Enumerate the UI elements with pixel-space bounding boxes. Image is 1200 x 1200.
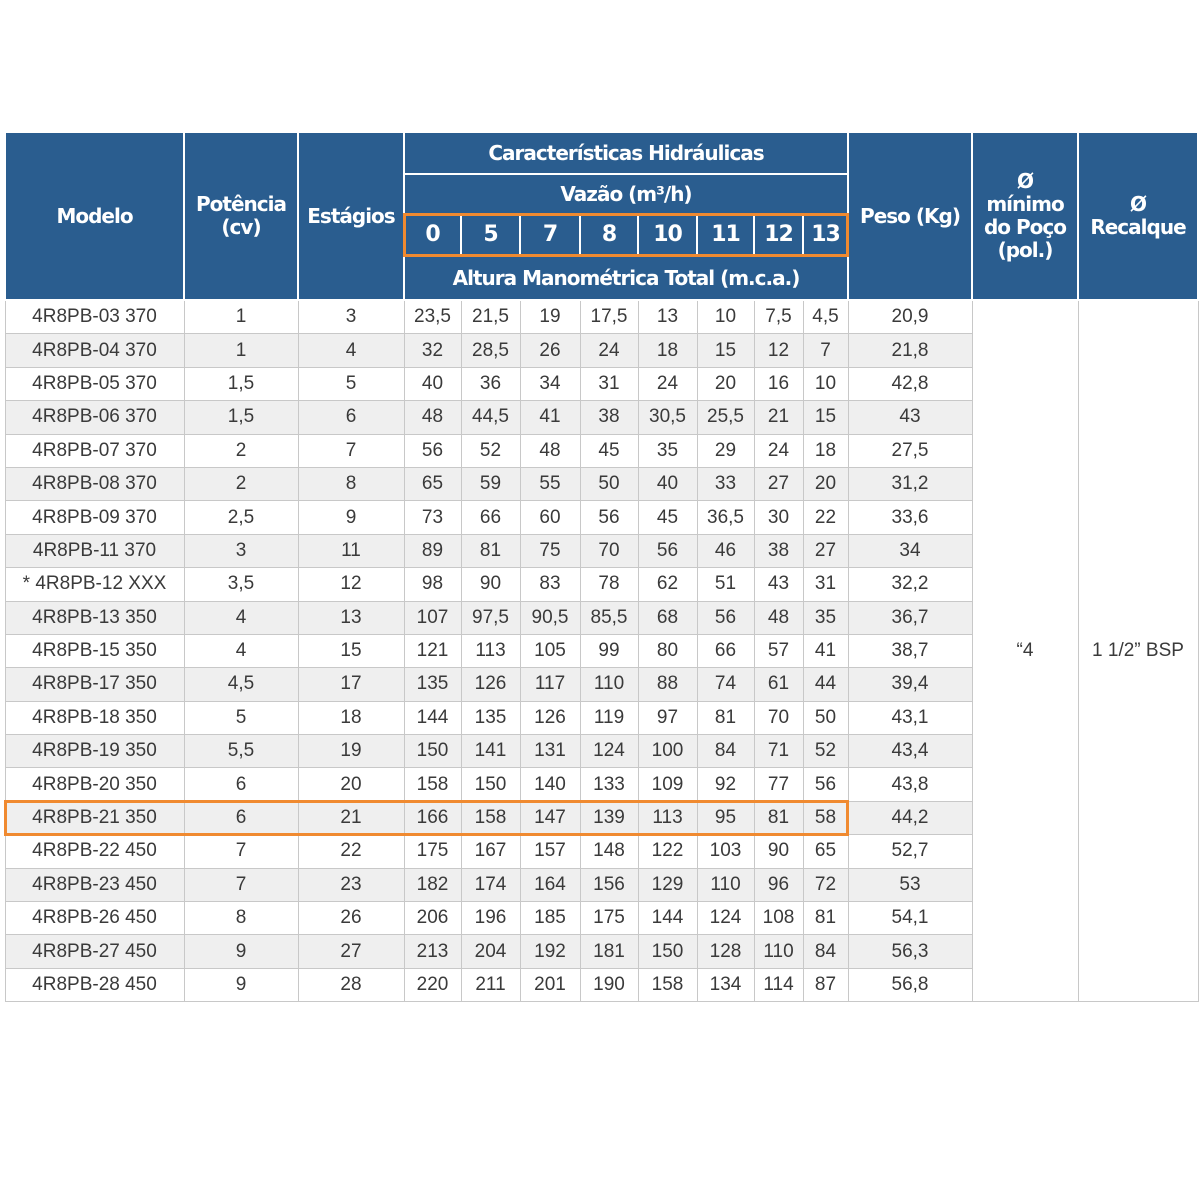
cell-altura: 48 (754, 601, 803, 634)
cell-altura: 26 (520, 334, 580, 367)
cell-altura: 33 (697, 467, 754, 500)
cell-altura: 56 (697, 601, 754, 634)
cell-altura: 29 (697, 434, 754, 467)
cell-peso: 34 (848, 534, 972, 567)
header-modelo: Modelo (5, 132, 184, 300)
cell-altura: 48 (520, 434, 580, 467)
cell-altura: 213 (404, 935, 461, 968)
cell-altura: 144 (638, 902, 697, 935)
cell-altura: 158 (461, 801, 520, 834)
flow-value: 5 (461, 214, 520, 256)
flow-value: 12 (754, 214, 803, 256)
cell-altura: 139 (580, 801, 638, 834)
cell-peso: 33,6 (848, 501, 972, 534)
cell-altura: 87 (803, 968, 848, 1001)
cell-altura: 190 (580, 968, 638, 1001)
cell-altura: 97 (638, 701, 697, 734)
cell-potencia: 9 (184, 968, 298, 1001)
cell-altura: 24 (754, 434, 803, 467)
cell-altura: 50 (580, 467, 638, 500)
flow-value: 7 (520, 214, 580, 256)
cell-altura: 21 (754, 401, 803, 434)
cell-altura: 90 (754, 835, 803, 868)
cell-altura: 211 (461, 968, 520, 1001)
cell-estagios: 9 (298, 501, 404, 534)
cell-modelo: 4R8PB-09 370 (5, 501, 184, 534)
cell-estagios: 3 (298, 300, 404, 334)
cell-altura: 72 (803, 868, 848, 901)
cell-altura: 113 (638, 801, 697, 834)
flow-value: 13 (803, 214, 848, 256)
cell-altura: 201 (520, 968, 580, 1001)
cell-modelo: 4R8PB-21 350 (5, 801, 184, 834)
cell-altura: 66 (461, 501, 520, 534)
cell-estagios: 28 (298, 968, 404, 1001)
table-body (5, 300, 1198, 1002)
cell-altura: 122 (638, 835, 697, 868)
cell-peso: 44,2 (848, 801, 972, 834)
cell-potencia: 6 (184, 768, 298, 801)
cell-potencia: 5 (184, 701, 298, 734)
cell-altura: 135 (461, 701, 520, 734)
cell-estagios: 6 (298, 401, 404, 434)
cell-estagios: 22 (298, 835, 404, 868)
cell-estagios: 19 (298, 735, 404, 768)
cell-altura: 192 (520, 935, 580, 968)
cell-altura: 107 (404, 601, 461, 634)
cell-altura: 31 (580, 367, 638, 400)
cell-altura: 129 (638, 868, 697, 901)
cell-altura: 24 (580, 334, 638, 367)
cell-altura: 41 (803, 634, 848, 667)
cell-estagios: 7 (298, 434, 404, 467)
cell-altura: 43 (754, 568, 803, 601)
cell-altura: 75 (520, 534, 580, 567)
cell-altura: 50 (803, 701, 848, 734)
cell-altura: 32 (404, 334, 461, 367)
cell-altura: 18 (803, 434, 848, 467)
cell-altura: 124 (697, 902, 754, 935)
cell-altura: 57 (754, 634, 803, 667)
cell-altura: 31 (803, 568, 848, 601)
cell-altura: 135 (404, 668, 461, 701)
cell-altura: 81 (754, 801, 803, 834)
cell-altura: 15 (697, 334, 754, 367)
cell-altura: 113 (461, 634, 520, 667)
cell-altura: 167 (461, 835, 520, 868)
table-row (5, 300, 1198, 334)
cell-altura: 92 (697, 768, 754, 801)
cell-peso: 43,4 (848, 735, 972, 768)
cell-altura: 99 (580, 634, 638, 667)
cell-altura: 30,5 (638, 401, 697, 434)
cell-estagios: 8 (298, 467, 404, 500)
cell-altura: 182 (404, 868, 461, 901)
cell-potencia: 8 (184, 902, 298, 935)
cell-altura: 56 (638, 534, 697, 567)
cell-altura: 21,5 (461, 300, 520, 334)
cell-peso: 43,8 (848, 768, 972, 801)
flow-value: 0 (404, 214, 461, 256)
cell-altura: 15 (803, 401, 848, 434)
cell-altura: 55 (520, 467, 580, 500)
cell-altura: 175 (580, 902, 638, 935)
cell-estagios: 15 (298, 634, 404, 667)
cell-altura: 164 (520, 868, 580, 901)
cell-altura: 4,5 (803, 300, 848, 334)
cell-altura: 166 (404, 801, 461, 834)
cell-potencia: 7 (184, 868, 298, 901)
cell-potencia: 3 (184, 534, 298, 567)
cell-altura: 46 (697, 534, 754, 567)
cell-altura: 175 (404, 835, 461, 868)
table-header (5, 132, 1198, 300)
cell-altura: 52 (803, 735, 848, 768)
header-estagios: Estágios (298, 132, 404, 300)
cell-potencia: 2 (184, 467, 298, 500)
cell-peso: 43,1 (848, 701, 972, 734)
cell-altura: 158 (638, 968, 697, 1001)
cell-altura: 23,5 (404, 300, 461, 334)
cell-altura: 148 (580, 835, 638, 868)
cell-potencia: 5,5 (184, 735, 298, 768)
cell-potencia: 4 (184, 634, 298, 667)
cell-potencia: 2,5 (184, 501, 298, 534)
cell-altura: 73 (404, 501, 461, 534)
cell-altura: 109 (638, 768, 697, 801)
cell-altura: 70 (754, 701, 803, 734)
cell-altura: 36,5 (697, 501, 754, 534)
cell-altura: 68 (638, 601, 697, 634)
cell-altura: 30 (754, 501, 803, 534)
cell-altura: 48 (404, 401, 461, 434)
cell-peso: 20,9 (848, 300, 972, 334)
cell-modelo: 4R8PB-03 370 (5, 300, 184, 334)
cell-altura: 126 (461, 668, 520, 701)
cell-altura: 110 (697, 868, 754, 901)
cell-estagios: 21 (298, 801, 404, 834)
cell-modelo: 4R8PB-18 350 (5, 701, 184, 734)
cell-altura: 81 (803, 902, 848, 935)
cell-altura: 121 (404, 634, 461, 667)
cell-altura: 56 (404, 434, 461, 467)
cell-altura: 206 (404, 902, 461, 935)
cell-altura: 59 (461, 467, 520, 500)
cell-altura: 51 (697, 568, 754, 601)
cell-altura: 100 (638, 735, 697, 768)
cell-altura: 114 (754, 968, 803, 1001)
cell-altura: 78 (580, 568, 638, 601)
cell-modelo: 4R8PB-27 450 (5, 935, 184, 968)
cell-altura: 12 (754, 334, 803, 367)
cell-altura: 128 (697, 935, 754, 968)
cell-altura: 124 (580, 735, 638, 768)
cell-altura: 38 (580, 401, 638, 434)
cell-altura: 96 (754, 868, 803, 901)
cell-altura: 45 (638, 501, 697, 534)
cell-altura: 13 (638, 300, 697, 334)
cell-potencia: 4 (184, 601, 298, 634)
cell-altura: 108 (754, 902, 803, 935)
cell-estagios: 13 (298, 601, 404, 634)
cell-altura: 110 (754, 935, 803, 968)
cell-recalque: 1 1/2” BSP (1078, 300, 1198, 1002)
cell-altura: 45 (580, 434, 638, 467)
cell-altura: 20 (697, 367, 754, 400)
pump-spec-table (4, 131, 1199, 1002)
cell-potencia: 9 (184, 935, 298, 968)
cell-modelo: 4R8PB-22 450 (5, 835, 184, 868)
cell-potencia: 1 (184, 300, 298, 334)
cell-altura: 17,5 (580, 300, 638, 334)
cell-peso: 32,2 (848, 568, 972, 601)
cell-peso: 31,2 (848, 467, 972, 500)
cell-altura: 83 (520, 568, 580, 601)
cell-altura: 89 (404, 534, 461, 567)
cell-altura: 44,5 (461, 401, 520, 434)
cell-altura: 141 (461, 735, 520, 768)
cell-altura: 56 (803, 768, 848, 801)
cell-altura: 40 (404, 367, 461, 400)
cell-altura: 61 (754, 668, 803, 701)
cell-altura: 77 (754, 768, 803, 801)
cell-modelo: 4R8PB-19 350 (5, 735, 184, 768)
cell-modelo: 4R8PB-13 350 (5, 601, 184, 634)
cell-altura: 66 (697, 634, 754, 667)
cell-altura: 7 (803, 334, 848, 367)
cell-altura: 110 (580, 668, 638, 701)
cell-altura: 158 (404, 768, 461, 801)
cell-altura: 10 (697, 300, 754, 334)
cell-altura: 119 (580, 701, 638, 734)
flow-value: 10 (638, 214, 697, 256)
flow-value: 8 (580, 214, 638, 256)
cell-modelo: 4R8PB-06 370 (5, 401, 184, 434)
cell-peso: 43 (848, 401, 972, 434)
cell-altura: 147 (520, 801, 580, 834)
cell-altura: 150 (461, 768, 520, 801)
cell-altura: 80 (638, 634, 697, 667)
cell-altura: 133 (580, 768, 638, 801)
cell-altura: 60 (520, 501, 580, 534)
cell-altura: 84 (697, 735, 754, 768)
cell-altura: 38 (754, 534, 803, 567)
header-recalque: Ø Recalque (1078, 132, 1198, 300)
cell-estagios: 26 (298, 902, 404, 935)
cell-altura: 131 (520, 735, 580, 768)
cell-altura: 88 (638, 668, 697, 701)
cell-altura: 71 (754, 735, 803, 768)
cell-potencia: 2 (184, 434, 298, 467)
cell-altura: 52 (461, 434, 520, 467)
cell-altura: 98 (404, 568, 461, 601)
cell-altura: 36 (461, 367, 520, 400)
cell-altura: 134 (697, 968, 754, 1001)
cell-peso: 38,7 (848, 634, 972, 667)
cell-estagios: 17 (298, 668, 404, 701)
cell-modelo: 4R8PB-07 370 (5, 434, 184, 467)
cell-altura: 58 (803, 801, 848, 834)
cell-altura: 204 (461, 935, 520, 968)
cell-altura: 81 (697, 701, 754, 734)
cell-potencia: 4,5 (184, 668, 298, 701)
header-caracteristicas: Características Hidráulicas (404, 132, 848, 174)
cell-altura: 7,5 (754, 300, 803, 334)
cell-estagios: 12 (298, 568, 404, 601)
cell-potencia: 1,5 (184, 367, 298, 400)
cell-peso: 42,8 (848, 367, 972, 400)
cell-modelo: 4R8PB-04 370 (5, 334, 184, 367)
header-diametro-poco: Ø mínimo do Poço (pol.) (972, 132, 1078, 300)
cell-altura: 90 (461, 568, 520, 601)
header-altura: Altura Manométrica Total (m.c.a.) (404, 256, 848, 300)
cell-altura: 95 (697, 801, 754, 834)
cell-altura: 35 (638, 434, 697, 467)
cell-altura: 150 (638, 935, 697, 968)
cell-altura: 40 (638, 467, 697, 500)
cell-altura: 150 (404, 735, 461, 768)
cell-altura: 181 (580, 935, 638, 968)
cell-estagios: 27 (298, 935, 404, 968)
cell-potencia: 3,5 (184, 568, 298, 601)
cell-potencia: 1 (184, 334, 298, 367)
cell-altura: 103 (697, 835, 754, 868)
cell-altura: 220 (404, 968, 461, 1001)
cell-potencia: 6 (184, 801, 298, 834)
cell-peso: 53 (848, 868, 972, 901)
cell-altura: 196 (461, 902, 520, 935)
cell-altura: 27 (803, 534, 848, 567)
cell-altura: 74 (697, 668, 754, 701)
cell-estagios: 18 (298, 701, 404, 734)
cell-altura: 126 (520, 701, 580, 734)
cell-altura: 34 (520, 367, 580, 400)
cell-peso: 21,8 (848, 334, 972, 367)
cell-estagios: 23 (298, 868, 404, 901)
cell-peso: 39,4 (848, 668, 972, 701)
cell-altura: 90,5 (520, 601, 580, 634)
flow-value: 11 (697, 214, 754, 256)
cell-altura: 70 (580, 534, 638, 567)
cell-altura: 174 (461, 868, 520, 901)
cell-altura: 27 (754, 467, 803, 500)
cell-potencia: 1,5 (184, 401, 298, 434)
cell-modelo: 4R8PB-15 350 (5, 634, 184, 667)
pump-spec-table-container (4, 131, 1197, 1002)
cell-altura: 24 (638, 367, 697, 400)
cell-altura: 65 (803, 835, 848, 868)
cell-altura: 22 (803, 501, 848, 534)
cell-peso: 27,5 (848, 434, 972, 467)
cell-peso: 36,7 (848, 601, 972, 634)
cell-altura: 117 (520, 668, 580, 701)
cell-altura: 157 (520, 835, 580, 868)
cell-altura: 85,5 (580, 601, 638, 634)
cell-altura: 19 (520, 300, 580, 334)
cell-altura: 140 (520, 768, 580, 801)
cell-peso: 56,8 (848, 968, 972, 1001)
cell-altura: 25,5 (697, 401, 754, 434)
cell-modelo: 4R8PB-05 370 (5, 367, 184, 400)
cell-estagios: 5 (298, 367, 404, 400)
cell-altura: 81 (461, 534, 520, 567)
cell-modelo: 4R8PB-26 450 (5, 902, 184, 935)
cell-altura: 41 (520, 401, 580, 434)
cell-altura: 156 (580, 868, 638, 901)
cell-altura: 105 (520, 634, 580, 667)
cell-altura: 44 (803, 668, 848, 701)
cell-modelo: 4R8PB-17 350 (5, 668, 184, 701)
cell-altura: 65 (404, 467, 461, 500)
cell-altura: 10 (803, 367, 848, 400)
header-peso: Peso (Kg) (848, 132, 972, 300)
cell-modelo: 4R8PB-08 370 (5, 467, 184, 500)
cell-estagios: 20 (298, 768, 404, 801)
cell-altura: 20 (803, 467, 848, 500)
cell-potencia: 7 (184, 835, 298, 868)
cell-altura: 28,5 (461, 334, 520, 367)
cell-modelo: 4R8PB-23 450 (5, 868, 184, 901)
cell-altura: 97,5 (461, 601, 520, 634)
cell-altura: 185 (520, 902, 580, 935)
cell-altura: 84 (803, 935, 848, 968)
cell-altura: 62 (638, 568, 697, 601)
cell-altura: 56 (580, 501, 638, 534)
cell-altura: 18 (638, 334, 697, 367)
cell-peso: 54,1 (848, 902, 972, 935)
cell-altura: 144 (404, 701, 461, 734)
cell-estagios: 4 (298, 334, 404, 367)
cell-modelo: 4R8PB-20 350 (5, 768, 184, 801)
cell-peso: 56,3 (848, 935, 972, 968)
header-potencia: Potência (cv) (184, 132, 298, 300)
cell-diametro-poco: “4 (972, 300, 1078, 1002)
cell-estagios: 11 (298, 534, 404, 567)
cell-altura: 35 (803, 601, 848, 634)
header-vazao: Vazão (m³/h) (404, 174, 848, 214)
cell-modelo: 4R8PB-28 450 (5, 968, 184, 1001)
cell-modelo: * 4R8PB-12 XXX (5, 568, 184, 601)
cell-modelo: 4R8PB-11 370 (5, 534, 184, 567)
cell-altura: 16 (754, 367, 803, 400)
cell-peso: 52,7 (848, 835, 972, 868)
